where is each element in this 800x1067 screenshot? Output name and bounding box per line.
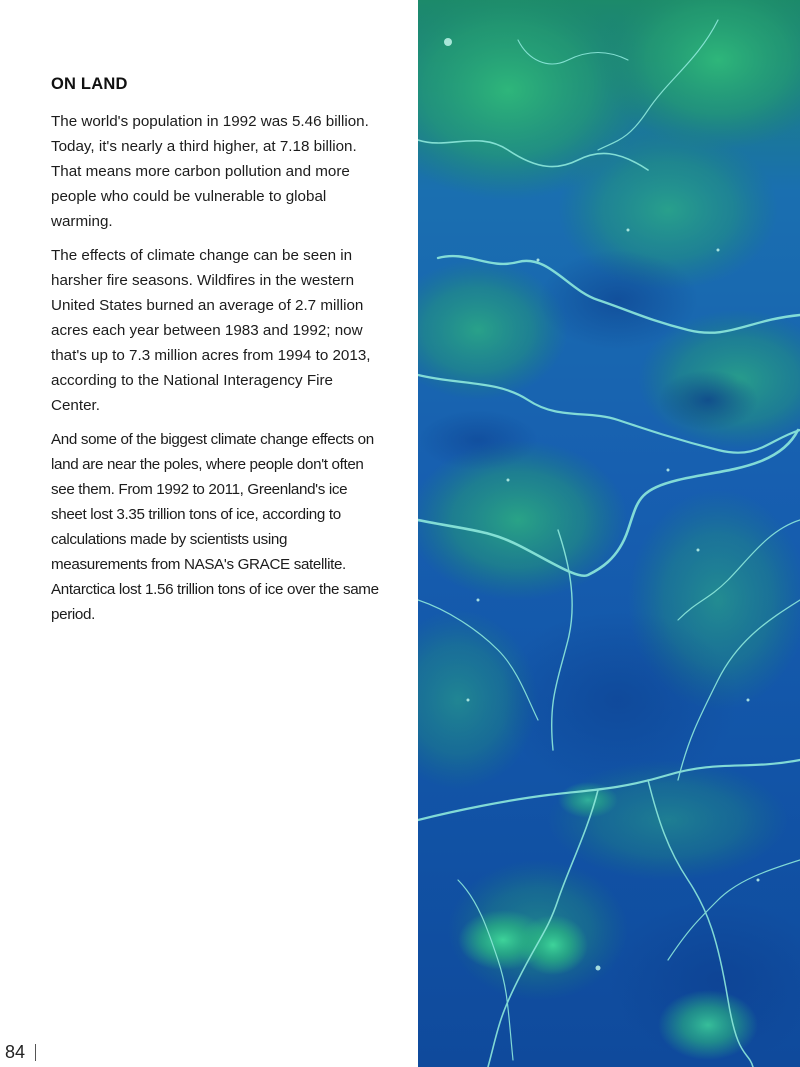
paragraph-population: The world's population in 1992 was 5.46 billion. Today, it's nearly a third higher, at 7.18 billion. That means more carbon pollution and more people who could be vulnerable to global warming. xyxy=(51,113,369,230)
paragraph-ice-loss: And some of the biggest climate change effects on land are near the poles, where people don't often see them. From 1992 to 2011, Greenland's ice sheet lost 3.35 trillion tons of ice, according to calculations made by scientists using measurements from NASA's GRACE satellite. Antarctica lost 1.56 trillion tons of ice over the same period. xyxy=(51,431,379,623)
page-number: 84 xyxy=(5,1042,26,1062)
satellite-river-graphic xyxy=(418,0,800,1067)
article-text xyxy=(51,70,383,636)
paragraph-wildfires: The effects of climate change can be seen in harsher fire seasons. Wildfires in the western United States burned an average of 2.7 million acres each year between 1983 and 1992; now that's up to 7.3 million acres from 1994 to 2013, according to the National Interagency Fire Center. xyxy=(51,247,371,414)
satellite-river-image xyxy=(418,0,800,1067)
page-number-divider xyxy=(35,1044,36,1061)
section-heading: ON LAND xyxy=(51,75,128,93)
page-footer xyxy=(5,1041,36,1063)
